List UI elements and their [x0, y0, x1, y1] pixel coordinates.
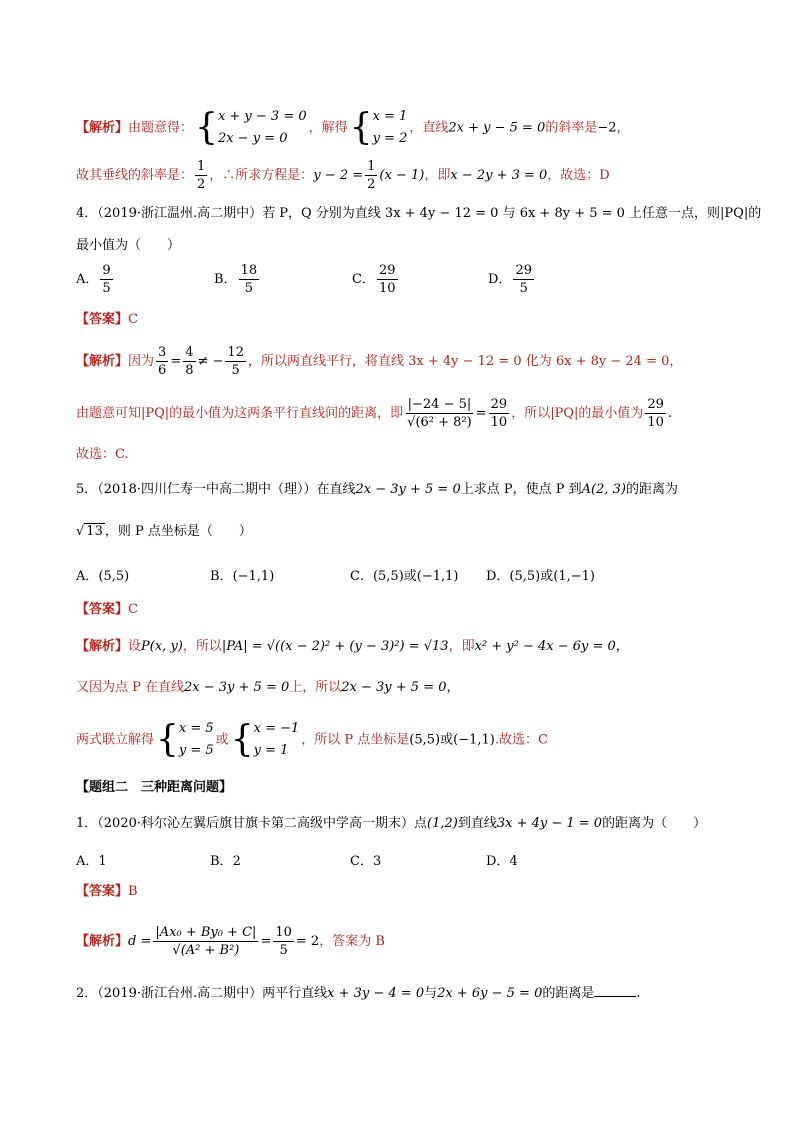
- option-d[interactable]: D．4: [486, 854, 518, 869]
- option-a[interactable]: A． $\frac{9}{5}$: [76, 263, 111, 296]
- option-c[interactable]: C． $\frac{29}{10}$: [352, 263, 396, 296]
- analysis-line-2: 故其垂线的斜率是： $\frac{1}{2}$ ，∴所求方程是：y − 2 = $\frac{1}{2}$ (x − 1)，即x − 2y + 3 = 0，故选：D: [76, 159, 610, 192]
- question-5-stem: 5．（2018·四川仁寿一中高二期中（理））在直线2x − 3y + 5 = 0上求点 P，使点 P 到A(2, 3)的距离为: [76, 482, 678, 497]
- equation-system: { x + y − 3 = 0 2x − y = 0: [195, 107, 307, 148]
- group-2-question-1-answer: 【答案】B: [76, 884, 138, 899]
- option-b[interactable]: B．2: [210, 854, 241, 869]
- option-d[interactable]: D． $\frac{29}{5}$: [488, 263, 532, 296]
- option-a[interactable]: A．(5,5): [76, 569, 130, 584]
- answer-blank[interactable]: [594, 982, 636, 997]
- question-5-analysis-3: 两式联立解得 { x = 5 y = 5 或 { x = −1 y = 1 ，所以 P 点坐标是(5,5)或(−1,1).故选：C: [76, 719, 548, 760]
- question-4-analysis-1: 【解析】因为 $\frac{3}{6}$ = $\frac{4}{8}$ ≠ − $\frac{12}{5}$ ，所以两直线平行，将直线 3x + 4y − 12 = 0 化为 6x + 8y − 24 = 0，: [76, 345, 683, 378]
- option-b[interactable]: B．(−1,1): [210, 569, 275, 584]
- option-b[interactable]: B． $\frac{18}{5}$: [214, 263, 258, 296]
- question-4-stem-2: 最小值为（ ）: [76, 238, 181, 253]
- equation-system: { x = 1 y = 2: [349, 107, 408, 148]
- option-a[interactable]: A．1: [76, 854, 107, 869]
- question-4-stem: 4．（2019·浙江温州.高二期中）若 P，Q 分别为直线 3x + 4y − 12 = 0 与 6x + 8y + 5 = 0 上任意一点，则|PQ|的: [76, 206, 762, 221]
- analysis-line-1: 【解析】由题意得： { x + y − 3 = 0 2x − y = 0 ，解得 { x = 1 y = 2 ，直线2x + y − 5 = 0的斜率是−2，: [76, 107, 630, 148]
- option-d[interactable]: D．(5,5)或(1,−1): [486, 569, 595, 584]
- question-5-answer: 【答案】C: [76, 602, 138, 617]
- group-2-question-2-stem: 2．（2019·浙江台州.高二期中）两平行直线x + 3y − 4 = 0与2x + 6y − 5 = 0的距离是 .: [76, 982, 641, 1004]
- option-c[interactable]: C．(5,5)或(−1,1): [350, 569, 459, 584]
- question-4-analysis-3: 故选：C.: [76, 447, 129, 462]
- group-2-question-1-stem: 1．（2020·科尔沁左翼后旗甘旗卡第二高级中学高一期末）点(1,2)到直线3x + 4y − 1 = 0的距离为（ ）: [76, 816, 707, 831]
- question-5-analysis-1: 【解析】设P(x, y)，所以|PA| = √((x − 2)² + (y − 3)²) = √13，即x² + y² − 4x − 6y = 0，: [76, 639, 629, 654]
- question-4-answer: 【答案】C: [76, 312, 138, 327]
- group-2-question-1-analysis: 【解析】d = $\frac{\text{|Ax₀ + By₀ + C|}}{\text{√(A² + B²)}}$ = $\frac{10}{5}$ = 2，答案为 B: [76, 925, 385, 958]
- question-5-stem-2: √ 13 ，则 P 点坐标是（ ）: [76, 524, 252, 539]
- option-c[interactable]: C．3: [350, 854, 382, 869]
- group-2-title: 【题组二 三种距离问题】: [76, 780, 233, 795]
- analysis-tag: 【解析】: [76, 120, 129, 136]
- question-5-analysis-2: 又因为点 P 在直线2x − 3y + 5 = 0上，所以2x − 3y + 5 = 0，: [76, 680, 460, 695]
- question-4-analysis-2: 由题意可知|PQ|的最小值为这两条平行直线间的距离，即 $\frac{|-24 - 5|}{\text{√(6² + 8²)}}$ = $\frac{29}{10}$ ，所以|PQ|的最小值为 $\frac{29}{10}$ .: [76, 397, 673, 430]
